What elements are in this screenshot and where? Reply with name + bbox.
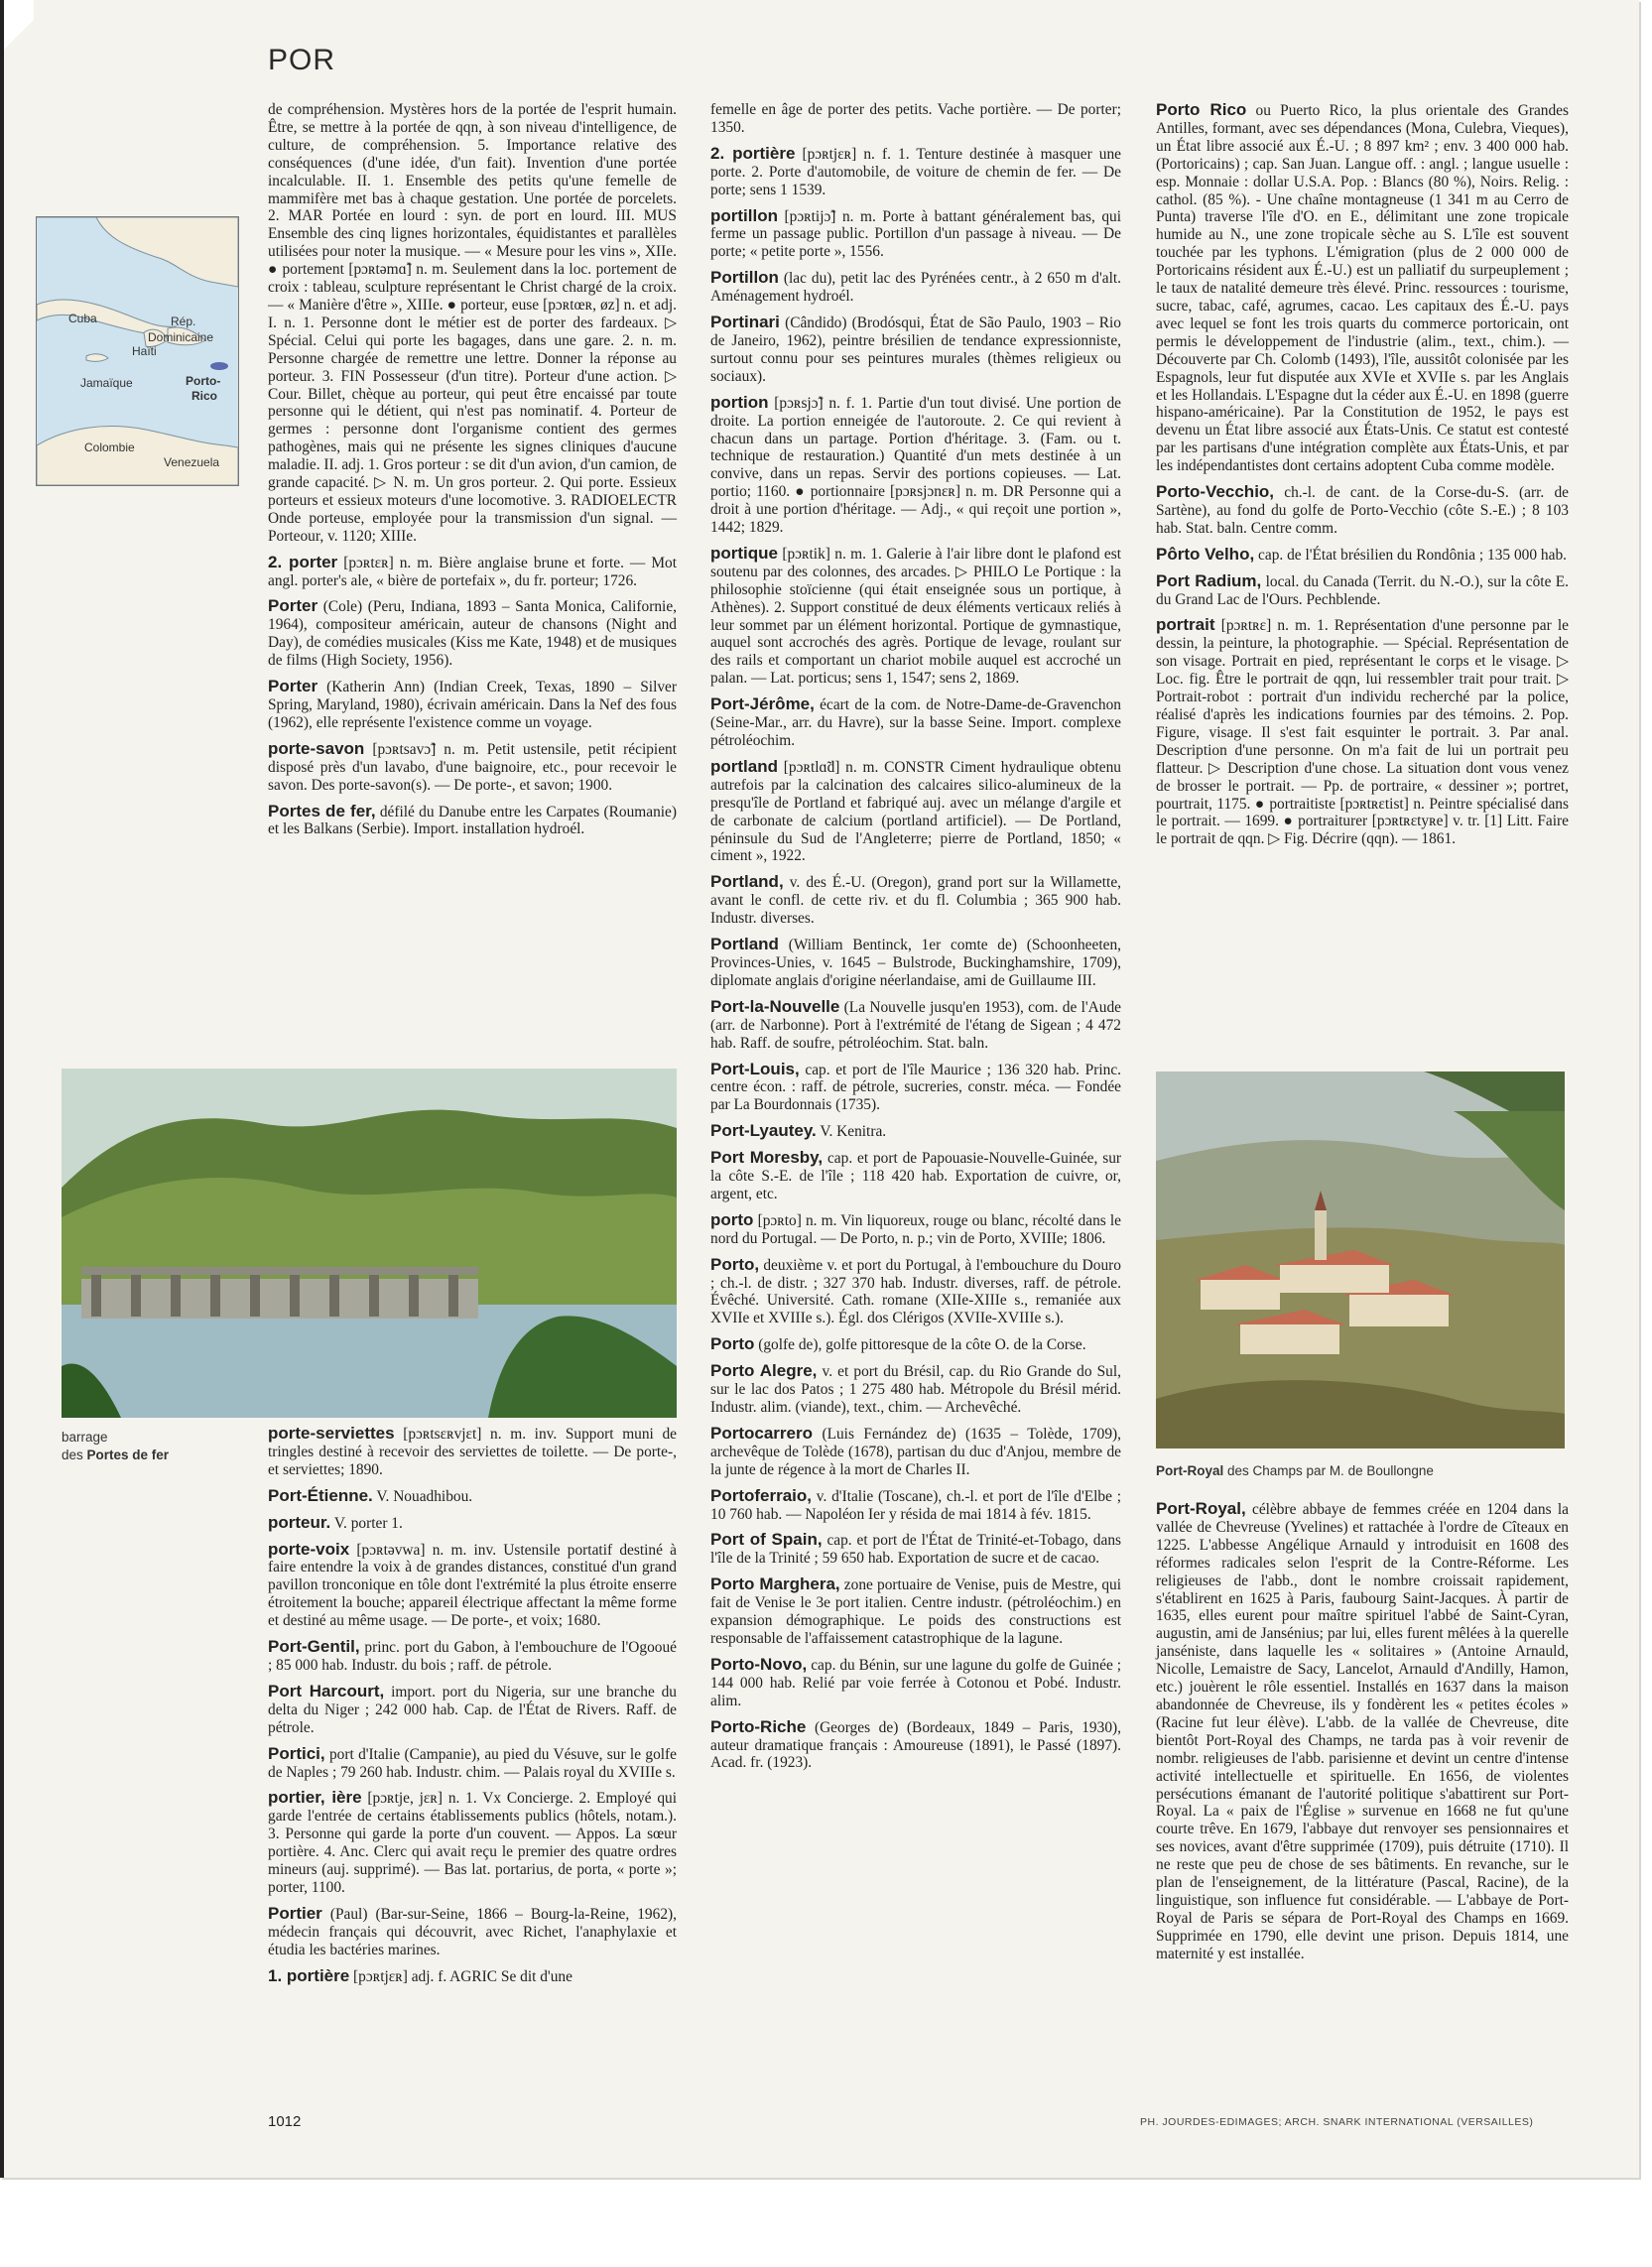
port-royal-caption [1156,1462,1434,1480]
entry-text: deuxième v. et port du Portugal, à l'embouchure du Douro ; ch.-l. de distr. ; 327 370 hab. Industr. diverses, raff. de pétrole. Évêché. Université. Cath. romane (XIIe-XIIIe s., remaniée aux XVIIe et XVIIIe s.). Égl. dos Clérigos (XVIIe-XVIIIe s.). [710,1256,1121,1327]
entry-headword: porte-savon [268,738,365,758]
entry-headword: Port-Louis, [710,1059,800,1078]
entry-headword: Port-Lyautey. [710,1121,817,1141]
entry-headword: portique [710,543,778,563]
dictionary-entry [1156,483,1569,538]
entry-text: [pɔʀtɛʀ] n. m. Bière anglaise brune et forte. — Mot angl. porter's ale, « bière de portefaix », du fr. porteur; 1726. [268,554,677,589]
column-1-lower [268,1425,677,1993]
entry-headword: Porter [268,596,318,616]
map-label-colombie: Colombie [84,441,135,454]
entry-headword: Porto Alegre, [710,1361,818,1381]
entry-text: cap. et port de l'État de Trinité-et-Tobago, dans l'île de la Trinité ; 59 650 hab. Exportation de sucre et de cacao. [710,1532,1121,1568]
entry-headword: Port-Étienne. [268,1485,373,1505]
entry-text: écart de la com. de Notre-Dame-de-Gravenchon (Seine-Mar., arr. du Havre), sur la basse Seine. Import. complexe pétroléochim. [710,696,1121,749]
entry-text: (lac du), petit lac des Pyrénées centr., à 2 650 m d'alt. Aménagement hydroél. [710,270,1121,306]
entry-text: [pɔʀtjɛʀ] adj. f. AGRIC Se dit d'une [349,1967,572,1985]
entry-headword: Portoferraio, [710,1485,813,1505]
entry-text: ou Puerto Rico, la plus orientale des Grandes Antilles, formant, avec ses dépendances (Mona, Culebra, Vieques), un État libre associé aux É.-U. ; 8 897 km² ; env. 3 400 000 hab. (Portoricains) ; cap. San Juan. Langue off. : angl. ; langue usuelle : esp. Monnaie : dollar U.S.A. Pop. : Blancs (80 %), Noirs. Relig. : cathol. (85 %). - Une chaîne montagneuse (1 341 m au Cerro de Punta) traverse l'île d'O. en E., délimitant une zone tropicale humide au N., une zone tropicale sèche au S. L'île est souvent touchée par les typhons. L'émigration (plus de 2 000 000 de Portoricains résident aux É.-U.) est un palliatif du surpeuplement ; le taux de natalité demeure très élevé. Princ. ressources : tourisme, sucre, tabac, café, agrumes, cacao. Les capitaux des É.-U. pays avec lequel se font les trois quarts du commerce portoricain, ont permis le développement de l'industrie (alim., text., chim.). — Découverte par Ch. Colomb (1493), l'île, aussitôt colonisée par les Espagnols, leur fut disputée aux XVIe et XVIIe s. par les Anglais et les Hollandais. L'Espagne dut la céder aux É.-U. en 1898 (guerre hispano-américaine). Par la Constitution de 1952, le pays est devenu un État libre associé aux États-Unis. Ce statut est contesté par les partisans d'une intégration complète aux États-Unis, et par les indépendantistes dont certains adoptent Cuba comme modèle. [1156,102,1569,475]
entry-headword: Portinari [710,313,780,332]
entry-headword: porte-voix [268,1539,350,1559]
entry-text: ch.-l. de cant. de la Corse-du-S. (arr. de Sartène), au fond du golfe de Porto-Vecchio (côte S.-E.) ; 8 103 hab. Stat. baln. Centre comm. [1156,484,1569,537]
entry-text: cap. de l'État brésilien du Rondônia ; 135 000 hab. [1254,546,1567,564]
entry-text: [pɔʀtijɔ̃] n. m. Porte à battant généralement bas, qui ferme un passage public. Portillon d'un passage à niveau. — De porte; « petite porte », 1556. [710,207,1121,261]
dictionary-entry [710,1531,1121,1568]
dictionary-entry [268,1514,677,1533]
entry-text: v. et port du Brésil, cap. du Rio Grande do Sul, sur le lac dos Patos ; 1 275 480 hab. Métropole du Brésil mérid. Industr. alim. (viande), text., chim. — Archevêché. [710,1363,1122,1416]
entry-headword: Port Moresby, [710,1148,824,1168]
entry-headword: porte-serviettes [268,1424,395,1443]
dictionary-entry [268,597,677,670]
page-header: POR [268,44,336,76]
photo-credit: PH. JOURDES-EDIMAGES; ARCH. SNARK INTERNATIONAL (VERSAILLES) [1140,2116,1534,2128]
entry-text: (Cândido) (Brodósqui, État de São Paulo, 1903 – Rio de Janeiro, 1962), peintre brésilien de tendance expressionniste, surtout connu pour ses peintures murales (thèmes religieux ou sociaux). [710,315,1121,385]
entry-text: (Katherin Ann) (Indian Creek, Texas, 1890 – Silver Spring, Maryland, 1980), écrivain américain. Dans la Nef des fous (1962), elle représente l'existence comme un voyage. [268,679,677,731]
dictionary-entry [710,936,1121,990]
entry-headword: Port Radium, [1156,570,1262,590]
port-royal-caption-bold: Port-Royal [1156,1463,1224,1478]
dictionary-entry [710,269,1121,306]
dictionary-entry [710,1656,1121,1710]
entry-text: princ. port du Gabon, à l'embouchure de l'Ogooué ; 85 000 hab. Industr. du bois ; raff. de pétrole. [268,1639,677,1674]
map-label-rep: Rép. [171,315,196,328]
map-label-cuba: Cuba [68,312,97,325]
entry-text: local. du Canada (Territ. du N.-O.), sur la côte E. du Grand Lac de l'Ours. Pechblende. [1156,572,1569,608]
entry-headword: Portillon [710,268,779,288]
entry-headword: Porto-Novo, [710,1654,808,1674]
entry-text: [pɔʀtsavɔ̃] n. m. Petit ustensile, petit récipient disposé près d'un lavabo, d'une baignoire, etc., pour recevoir le savon. Des porte-savon(s). — De porte-, et savon; 1900. [268,740,677,794]
entry-text: (Luis Fernández de) (1635 – Tolède, 1709), archevêque de Tolède (1678), partisan du duc d'Anjou, membre de la junte de régence à la mort de Charles II. [710,1425,1121,1478]
dictionary-entry [710,314,1121,386]
column-3 [1156,101,1569,856]
page-number: 1012 [268,2113,302,2130]
entry-text: (golfe de), golfe pittoresque de la côte O. de la Corse. [754,1336,1086,1354]
entry-text: port d'Italie (Campanie), au pied du Vésuve, sur le golfe de Naples ; 79 260 hab. Industr. chim. — Palais royal du XVIIIe s. [268,1745,677,1781]
entry-headword: Port-Royal, [1156,1499,1246,1518]
entry-headword: Portocarrero [710,1423,813,1443]
column-3-entries [1156,101,1569,848]
entry-headword: Port Harcourt, [268,1681,385,1700]
entry-headword: 1. portière [268,1965,350,1985]
port-royal-caption-rest: des Champs par M. de Boullongne [1223,1463,1434,1478]
dictionary-entry [710,695,1121,750]
entry-headword: Porto-Riche [710,1716,807,1736]
dictionary-entry [1156,546,1569,565]
dictionary-entry [710,1425,1121,1479]
map-label-venezuela: Venezuela [164,455,220,469]
dictionary-entry [268,1683,677,1737]
dictionary-entry [710,1149,1121,1203]
entry-headword: portrait [1156,615,1215,635]
dictionary-entry [710,394,1121,537]
dictionary-entry [710,998,1121,1053]
entry-text: [pɔʀtik] n. m. 1. Galerie à l'air libre dont le plafond est soutenu par des colonnes, des arcades. ▷ PHILO Le Portique : la philosophie stoïcienne (qui était enseignée sous un portique, à Athènes). 2. Support constitué de deux éléments verticaux reliés à leur sommet par un élément horizontal. Portique de gymnastique, auquel sont accrochés des agrès. Portique de levage, roulant sur des rails et comportant un chariot mobile auquel est accroché un palan. — Lat. porticus; sens 1, 1547; sens 2, 1869. [710,545,1121,688]
entry-headword: Porto-Vecchio, [1156,482,1275,502]
caribbean-map [36,216,239,486]
entry-text: (La Nouvelle jusqu'en 1953), com. de l'Aude (arr. de Narbonne). Port à l'extrémité de l'étang de Sigean ; 4 472 hab. Raff. de soufre, pétroléochim. Stat. baln. [710,998,1121,1052]
entry-text: (Paul) (Bar-sur-Seine, 1866 – Bourg-la-Reine, 1962), médecin français qui découvrit, avec Richet, l'anaphylaxie et étudia les bactéries marines. [268,1905,677,1958]
dictionary-entry [1156,101,1569,475]
entry-headword: Port-la-Nouvelle [710,996,840,1016]
entry-headword: Port of Spain, [710,1530,823,1550]
entry-headword: Porto Marghera, [710,1574,840,1594]
dictionary-entry [268,740,677,795]
entry-text: cap. et port de l'île Maurice ; 136 320 hab. Princ. centre écon. : raff. de pétrole, sucreries, constr. méca. — Fondée par La Bourdonnais (1735). [710,1061,1121,1114]
column-3-lower [1156,1500,1569,1971]
dictionary-entry [710,1122,1121,1141]
column-2 [710,101,1121,1780]
entry-text: V. Kenitra. [816,1123,887,1141]
entry-text: [pɔʀtʀɛ] n. m. 1. Représentation d'une personne par le dessin, la peinture, la photographie. — Spécial. Représentation de son visage. Portrait en pied, représentant le corps et le visage. ▷ Loc. fig. Être le portrait de qqn, lui ressembler trait pour trait. ▷ Portrait-robot : portrait d'un individu recherché par la police, réalisé d'après les indications fournies par des témoins. 2. Pop. Figure, visage. Il s'est fait esquinter le portrait. 3. Par anal. Description d'une personne. On m'a fait de lui un portrait peu flatteur. ▷ Description d'une chose. La situation dont vous venez de brosser le portrait. — Pp. de portraire, « dessiner »; portret, pourtrait, 1175. ● portraitiste [pɔʀtʀɛtist] n. Peintre spécialisé dans le portrait. — 1699. ● portraiturer [pɔʀtʀɛtyʀe] v. tr. [1] Litt. Faire le portrait de qqn. ▷ Fig. Décrire (qqn). — 1861. [1156,617,1569,848]
entry-headword: Porto, [710,1254,760,1274]
entry-headword: Port-Gentil, [268,1637,360,1657]
entry-text: [pɔʀtlɑ̃d] n. m. CONSTR Ciment hydraulique obtenu autrefois par la calcination des calcaires silico-alumineux de la presqu'île de Portland et fabriqué auj. avec un mélange d'argile et de carbonate de calcium (portland artificiel). — De Portland, péninsule du Sud de l'Angleterre; pierre de Portland, 1850; « ciment », 1922. [710,758,1121,865]
dam-caption [62,1429,169,1464]
dictionary-entry [268,678,677,732]
map-label-dominicaine: Dominicaine [148,330,214,344]
dictionary-entry [710,1487,1121,1524]
dictionary-entry [1156,572,1569,609]
dictionary-entry [268,1789,677,1896]
entry-headword: portion [710,392,769,412]
column-1-lower-entries [268,1425,677,1985]
column-1-entries [268,554,677,839]
dictionary-entry [268,1967,677,1986]
entry-text: célèbre abbaye de femmes créée en 1204 dans la vallée de Chevreuse (Yvelines) et rattachée à l'ordre de Cîteaux en 1225. L'abbesse Angélique Arnauld y introduisit en 1608 des réformes radicales selon l'esprit de la Contre-Réforme. Les religieuses de l'abb., dont le nombre croissait rapidement, s'établirent en 1625 à Paris, faubourg Saint-Jacques. À partir de 1635, elles eurent pour maître spirituel l'abbé de Saint-Cyran, augustin, ami de Jansénius; par lui, elles furent mêlées à la querelle janséniste, dans laquelle les « solitaires » (Antoine Arnauld, Nicolle, Lemaistre de Sacy, Lancelot, Arnauld d'Andilly, Hamon, etc.) jouèrent le rôle essentiel. Installés en 1637 dans la maison abandonnée de Chevreuse, ils y fondèrent les « petites écoles » (Racine fut leur élève). L'abb. de la vallée de Chevreuse, dite bientôt Port-Royal des Champs, ne tarda pas à voir revenir de nombr. religieuses de l'abb. parisienne et devint un centre d'intense activité intellectuelle et spirituelle. En 1656, de violentes persécutions émanant de l'autorité politique s'abattirent sur Port-Royal. La « paix de l'Église » survenue en 1668 ne fut qu'une courte trêve. En 1679, l'abbaye dut renvoyer ses pensionnaires et ses novices, avant d'être supprimée (1709), puis détruite (1710). Il ne reste que peu de chose de ses bâtiments. En revanche, sur le plan de l'enseignement, de la littérature (Pascal, Racine), de la linguistique, son influence fut considérable. — L'abbaye de Port-Royal de Paris se sépara de Port-Royal des Champs en 1669. Supprimée en 1790, elle devint une prison. Depuis 1814, une maternité y est installée. [1156,1501,1569,1962]
entry-headword: Portland [710,935,779,954]
column-1 [268,101,677,846]
dictionary-entry [710,545,1121,688]
dam-caption-bold: Portes de fer [86,1448,170,1462]
dam-caption-line1: barrage [62,1430,108,1445]
dictionary-entry [1156,1500,1569,1963]
dictionary-entry [268,1638,677,1675]
dictionary-entry [710,1335,1121,1354]
dictionary-entry [1156,616,1569,848]
entry-headword: portillon [710,205,778,225]
dictionary-entry [268,1487,677,1506]
dam-photo [62,1069,677,1418]
entry-headword: Portland, [710,872,784,892]
entry-text: (William Bentinck, 1er comte de) (Schoonheeten, Provinces-Unies, v. 1645 – Bulstrode, Buckinghamshire, 1709), diplomate anglais d'origine néerlandaise, ami de Guillaume III. [710,937,1121,989]
dictionary-entry [710,1211,1121,1248]
dictionary-entry [268,1541,677,1631]
entry-text: [pɔʀtəvwa] n. m. inv. Ustensile portatif destiné à faire entendre la voix à de grandes distances, constitué d'un grand pavillon tronconique en tôle dont l'extrémité la plus étroite enserre étroitement la bouche; appareil électrique affectant la même forme et destiné au même usage. — De porte-, et voix; 1680. [268,1541,677,1630]
dictionary-entry [710,1575,1121,1648]
entry-text: V. porter 1. [330,1514,403,1532]
dictionary-entry [710,1718,1121,1773]
dictionary-entry [710,873,1121,928]
entry-headword: Porter [268,677,318,696]
page-corner [4,0,34,60]
dictionary-entry [268,554,677,590]
dictionary-entry [710,1256,1121,1328]
entry-text: défilé du Danube entre les Carpates (Roumanie) et les Balkans (Serbie). Import. installation hydroél. [268,803,678,838]
entry-headword: 2. porter [268,552,338,571]
entry-text: (Georges de) (Bordeaux, 1849 – Paris, 1930), auteur dramatique français : Amoureuse (1891), le Passé (1897). Acad. fr. (1923). [710,1718,1121,1772]
entry-headword: porteur. [268,1512,331,1532]
entry-headword: Porto [710,1334,755,1354]
dictionary-entry [268,1745,677,1782]
entry-headword: portier, ière [268,1788,362,1808]
entry-text: cap. et port de Papouasie-Nouvelle-Guinée, sur la côte S.-E. de l'île ; 118 420 hab. Exportation de cuivre, or, argent, etc. [710,1150,1122,1202]
column-2-entries [710,101,1121,1772]
map-label-rico: Rico [191,389,218,403]
entry-headword: Portici, [268,1743,325,1763]
dam-caption-line2: des [62,1448,87,1462]
entry-headword: Port-Jérôme, [710,694,815,714]
entry-headword: 2. portière [710,143,796,163]
dictionary-entry [268,803,677,839]
entry-headword: portland [710,756,778,776]
entry-text: femelle en âge de porter des petits. Vache portière. — De porter; 1350. [710,101,1121,136]
dictionary-entry [710,1061,1121,1115]
column-3-lower-entries [1156,1500,1569,1963]
entry-text: import. port du Nigeria, sur une branche du delta du Niger ; 242 000 hab. Cap. de l'État de Rivers. Raff. de pétrole. [268,1683,677,1736]
dictionary-entry [268,1905,677,1959]
entry-headword: porto [710,1209,754,1229]
entry-text: [pɔʀto] n. m. Vin liquoreux, rouge ou blanc, récolté dans le nord du Portugal. — De Porto, n. p.; vin de Porto, XVIIIe; 1806. [710,1211,1121,1247]
entry-text: cap. du Bénin, sur une lagune du golfe de Guinée ; 144 000 hab. Relié par voie ferrée à Cotonou et Pobé. Industr. alim. [710,1656,1121,1709]
dictionary-entry [710,758,1121,865]
entry-text: v. des É.-U. (Oregon), grand port sur la Willamette, avant le confl. de cette riv. et du fl. Columbia ; 365 900 hab. Industr. diverses. [710,874,1121,928]
dictionary-entry [710,101,1121,137]
entry-text: [pɔʀsjɔ̃] n. f. 1. Partie d'un tout divisé. Une portion de droite. La portion enneigée de l'autoroute. 2. Ce qui revient à chacun dans un partage. Portion d'héritage. 3. (Fam. ou t. technique de restauration.) Quantité d'un mets destinée à un convive, dans un repas. Servir des portions copieuses. — Lat. portio; 1160. ● portionnaire [pɔʀsjɔnɛʀ] n. m. DR Personne qui a droit à une portion d'héritage. — Adj., « qui reçoit une portion », 1442; 1829. [710,394,1121,537]
dictionary-entry [710,1362,1121,1417]
entry-text: zone portuaire de Venise, puis de Mestre, qui fait de Venise le 3e port italien. Centre industr. (pétroléochim.) en expansion démographique. Le poids des constructions est responsable de l'affaissement catastrophique de la lagune. [710,1576,1121,1647]
dictionary-entry [710,207,1121,262]
entry-text: [pɔʀtjɛʀ] n. f. 1. Tenture destinée à masquer une porte. 2. Porte d'automobile, de voiture de chemin de fer. — De porte; sens 1 1539. [710,145,1121,198]
map-label-haiti: Haïti [132,344,157,358]
map-label-jamaique: Jamaïque [80,376,133,390]
entry-text: V. Nouadhibou. [372,1487,473,1505]
entry-text: [pɔʀtsɛʀvjɛt] n. m. inv. Support muni de tringles destiné à recevoir des serviettes de toilette. — De porte-, et serviettes; 1890. [268,1426,677,1478]
entry-headword: Portier [268,1903,322,1923]
map-label-porto: Porto- [186,374,221,388]
dictionary-entry [268,1425,677,1479]
port-royal-painting [1156,1071,1565,1448]
entry-text: [pɔʀtje, jɛʀ] n. 1. Vx Concierge. 2. Employé qui garde l'entrée de certains établissements publics (hôtels, notam.). 3. Personne qui garde la porte d'un couvent. — Appos. La sœur portière. 4. Anc. Clerc qui avait reçu le premier des quatre ordres mineurs (auj. supprimé). — Bas lat. portarius, de porta, « porte »; porter, 1100. [268,1790,677,1896]
entry-text: (Cole) (Peru, Indiana, 1893 – Santa Monica, Californie, 1964), compositeur américain, auteur de chansons (Night and Day), de comédies musicales (Kiss me Kate, 1948) et de musiques de films (High Society, 1956). [268,598,677,670]
entry-headword: Portes de fer, [268,801,376,820]
entry-text: v. d'Italie (Toscane), ch.-l. et port de l'île d'Elbe ; 10 760 hab. — Napoléon Ier y résida de mai 1814 à fév. 1815. [710,1487,1121,1523]
continuation-text: de compréhension. Mystères hors de la portée de l'esprit humain. Être, se mettre à la portée de qqn, à son niveau d'intelligence, de culture, de compréhension. 5. Importance relative des conséquences (d'une idée, d'un fait). Invention d'une portée incalculable. II. 1. Ensemble des petits qu'une femelle de mammifère met bas à chaque gestation. Une portée de porcelets. 2. MAR Portée en lourd : syn. de port en lourd. III. MUS Ensemble des cinq lignes horizontales, équidistantes et parallèles utilisées pour noter la musique. — « Mesure pour les vins », XIIe. ● portement [pɔʀtəmɑ̃] n. m. Seulement dans la loc. portement de croix : tableau, sculpture représentant le Christ chargé de la croix. — « Manière d'être », XIIIe. ● porteur, euse [pɔʀtœʀ, øz] n. et adj. I. n. 1. Personne dont le métier est de porter des fardeaux. ▷ Spécial. Celui qui porte les bagages, dans une gare. 2. n. m. Personne chargée de remettre une lettre. Donner la réponse au porteur. 3. FIN Possesseur (d'un titre). Porteur d'une action. ▷ Cour. Billet, chèque au porteur, qui peut être encaissé par toute personne qui le détient, qui n'est pas nominatif. 4. Porteur de germes : personne dont l'organisme contient des germes pathogènes, mais qui ne présente les signes cliniques d'aucune maladie. II. adj. 1. Gros porteur : se dit d'un avion, d'un camion, de grande capacité. ▷ N. m. Un gros porteur. 2. Qui porte. Essieux porteurs et essieux moteurs d'une locomotive. 3. RADIOELECTR Onde porteuse, employée pour la transmission d'un signal. — Porteour, v. 1120; XIIIe. [268,101,678,545]
dictionary-entry [710,145,1121,199]
entry-headword: Pôrto Velho, [1156,544,1255,564]
entry-headword: Porto Rico [1156,100,1247,119]
